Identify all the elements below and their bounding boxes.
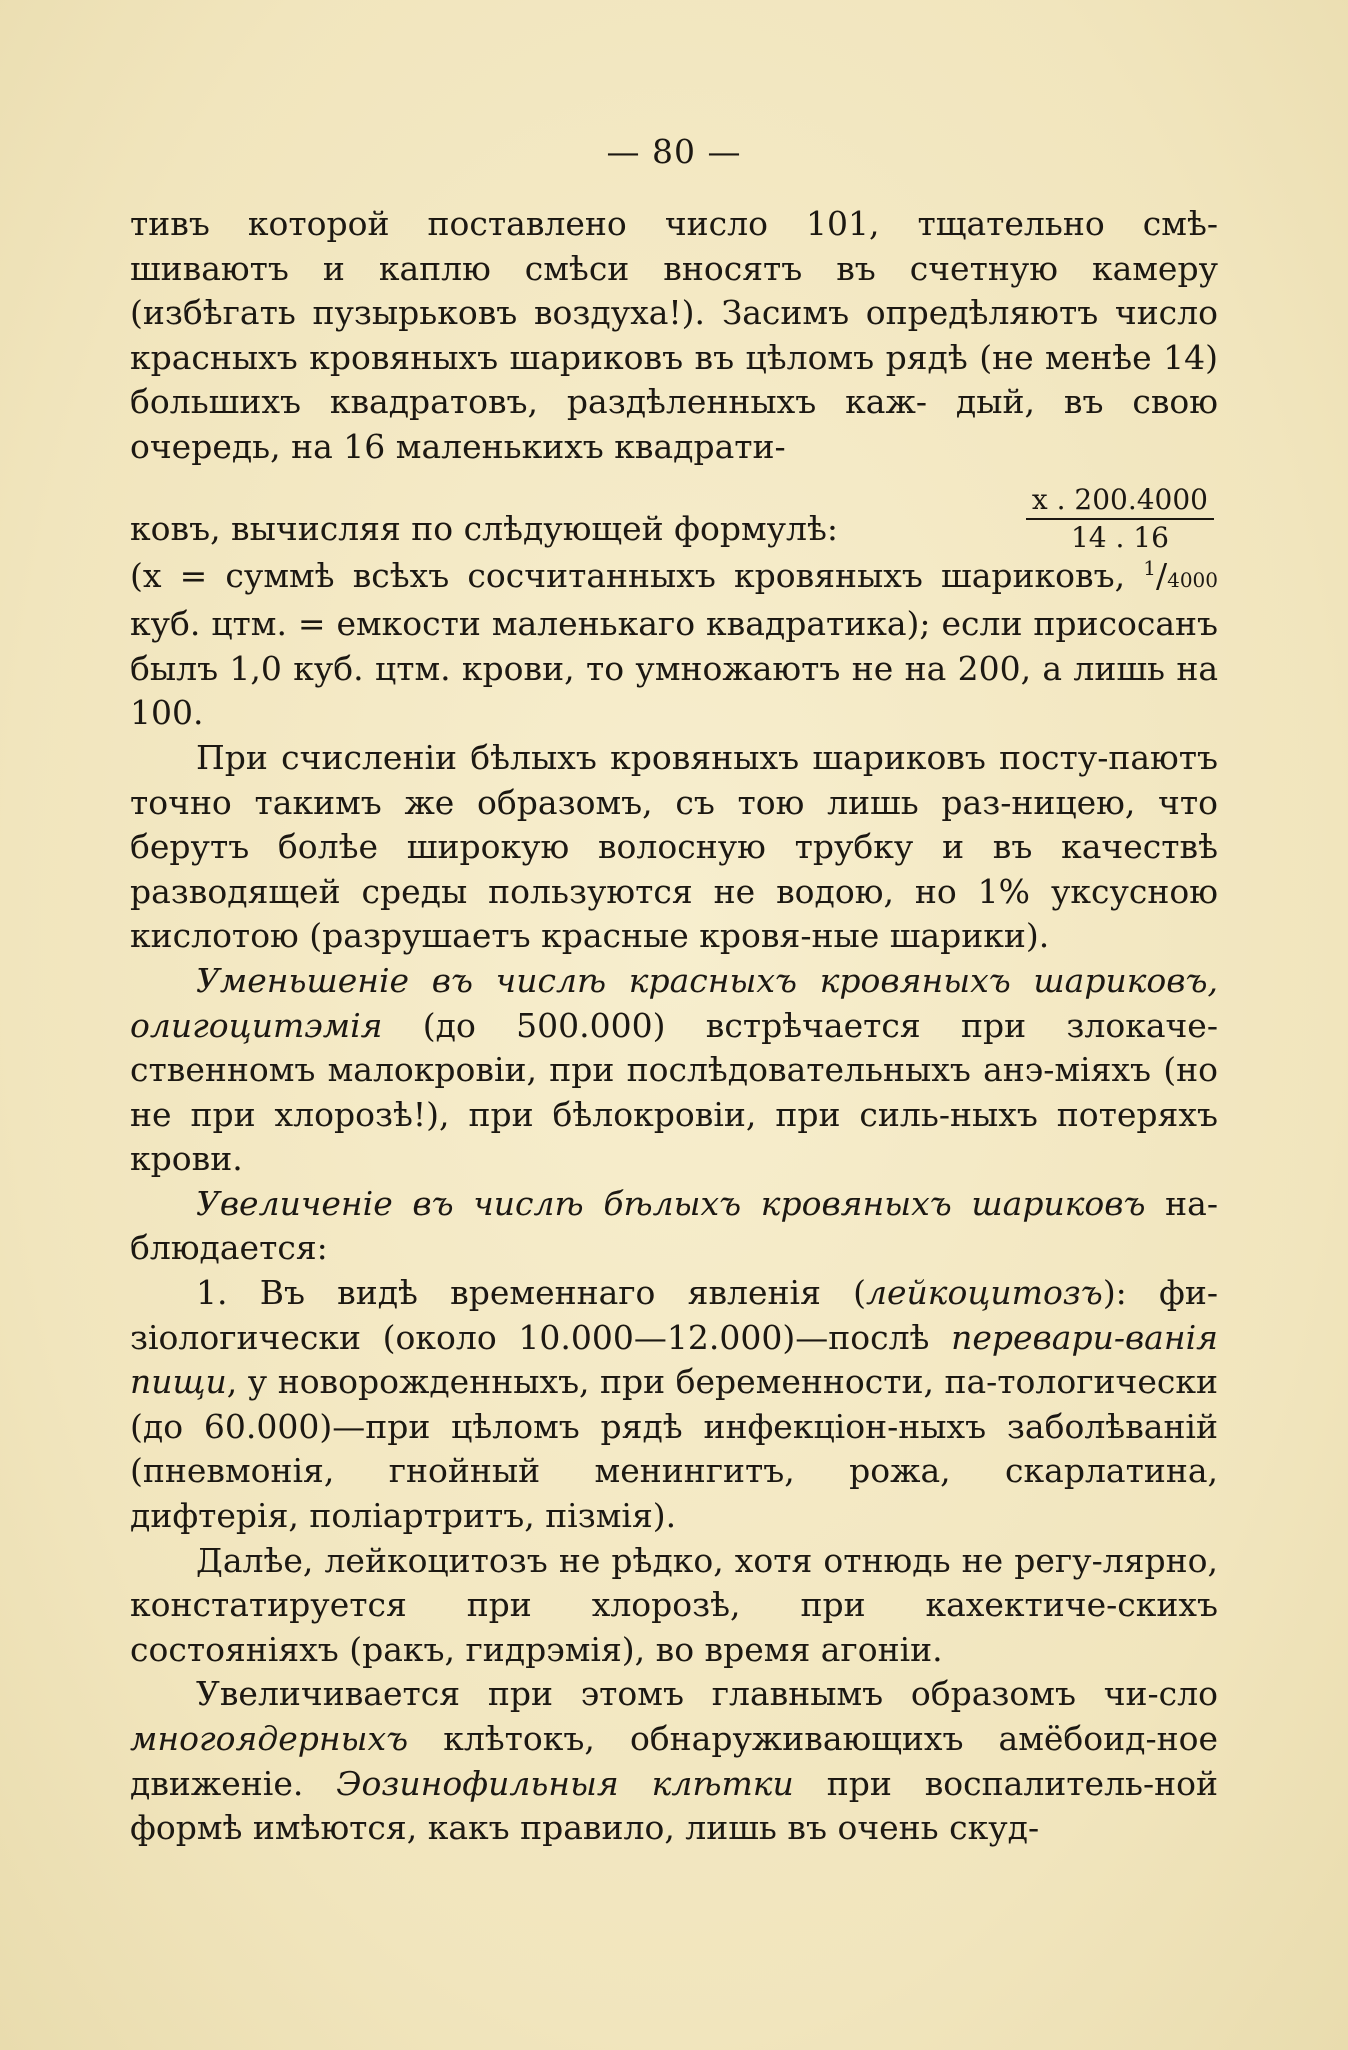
paragraph-text: ): фи-зіологически (около 10.000—12.000)—послѣ xyxy=(130,1273,1218,1357)
paragraph-7 xyxy=(130,1672,1218,1850)
paragraph-2: При счисленіи бѣлыхъ кровяныхъ шариковъ посту-паютъ точно такимъ же образомъ, съ тою лишь раз-ницею, что берутъ болѣе широкую волосную трубку и въ качествѣ разводящей среды пользуются не водою, но 1% уксусною кислотою (разрушаетъ красные кровя-ные шарики). xyxy=(130,737,1218,956)
italic-term: многоядерныхъ xyxy=(130,1719,409,1758)
paragraph-text: 1. Въ видѣ временнаго явленія ( xyxy=(196,1273,866,1313)
line: (избѣгать пузырьковъ воздуха!). Засимъ опредѣляютъ xyxy=(130,293,1099,333)
formula-lead-text: ковъ, вычисляя по слѣдующей формулѣ: xyxy=(130,508,839,548)
paragraph-text: Увеличивается при этомъ главнымъ образомъ чи-сло xyxy=(196,1674,1218,1714)
paragraph-text: клѣтокъ, обнаруживающихъ амёбоид-ное движеніе. xyxy=(130,1719,1218,1803)
paragraph-text: , у новорожденныхъ, при беременности, па-тологически (до 60.000)—при цѣломъ рядѣ инфекціон-ныхъ заболѣваній (пневмонія, гнойный менингитъ, рожа, скарлатина, дифтерія, поліартритъ, пізмія). xyxy=(130,1362,1218,1536)
paragraph-text: при воспалитель-ной формѣ имѣются, какъ правило, лишь въ очень скуд- xyxy=(130,1763,1219,1848)
italic-term: Увеличеніе въ числѣ бѣлыхъ кровяныхъ шариковъ xyxy=(196,1183,1146,1223)
paragraph-1 xyxy=(130,202,1218,470)
line: куб. цтм. = емкости маленькаго квадратика); если xyxy=(130,604,1023,644)
italic-term: перевари-ванія пищи xyxy=(130,1317,1218,1402)
line: (x = суммѣ всѣхъ сосчитанныхъ кровяныхъ шариковъ, xyxy=(130,555,1126,595)
italic-term: олигоцитэмія xyxy=(130,1005,383,1045)
formula-numerator: x . 200.4000 xyxy=(1026,484,1214,520)
page-body xyxy=(130,202,1218,1851)
paragraph-6: Далѣе, лейкоцитозъ не рѣдко, хотя отнюдь не регу-лярно, констатируется при хлорозѣ, при кахектиче-скихъ состояніяхъ (ракъ, гидрэмія), во время агоніи. xyxy=(130,1540,1218,1669)
line: число красныхъ кровяныхъ шариковъ въ цѣломъ рядѣ xyxy=(130,293,1218,377)
line: тивъ которой поставлено число 101, тщательно смѣ- xyxy=(130,204,1218,243)
paragraph-5 xyxy=(130,1271,1218,1539)
page-number: — 80 — xyxy=(606,132,742,171)
line: присосанъ былъ 1,0 куб. цтм. крови, то умножаютъ не xyxy=(130,604,1218,688)
line: на 200, а лишь на 100. xyxy=(130,648,1218,733)
italic-term: Уменьшеніе въ числѣ красныхъ кровяныхъ шариковъ, xyxy=(196,960,1218,1000)
formula-fraction xyxy=(1026,484,1214,554)
line: шиваютъ и каплю смѣси вносятъ въ счетную камеру xyxy=(130,248,1218,288)
paragraph-1-cont xyxy=(130,554,1218,736)
line: (не менѣе 14) большихъ квадратовъ, раздѣленныхъ каж- xyxy=(130,337,1218,422)
formula-line xyxy=(130,470,1218,554)
paragraph-text: (до 500.000) встрѣчается при злокаче-ственномъ малокровіи, при послѣдовательныхъ анэ-міяхъ (но не при хлорозѣ!), при бѣлокровіи, при силь-ныхъ потеряхъ крови. xyxy=(130,1005,1218,1179)
paragraph-text: на-блюдается: xyxy=(130,1183,1218,1268)
fraction-one-4000: $^1$/4000 xyxy=(1143,555,1218,595)
italic-term: лейкоцитозъ xyxy=(866,1273,1103,1313)
paragraph-4 xyxy=(130,1182,1218,1271)
formula-denominator: 14 . 16 xyxy=(1070,520,1169,554)
paragraph-3 xyxy=(130,959,1218,1182)
line: дый, въ свою очередь, на 16 маленькихъ квадрати- xyxy=(130,382,1218,466)
italic-term: Эозинофильныя клѣтки xyxy=(336,1763,794,1803)
